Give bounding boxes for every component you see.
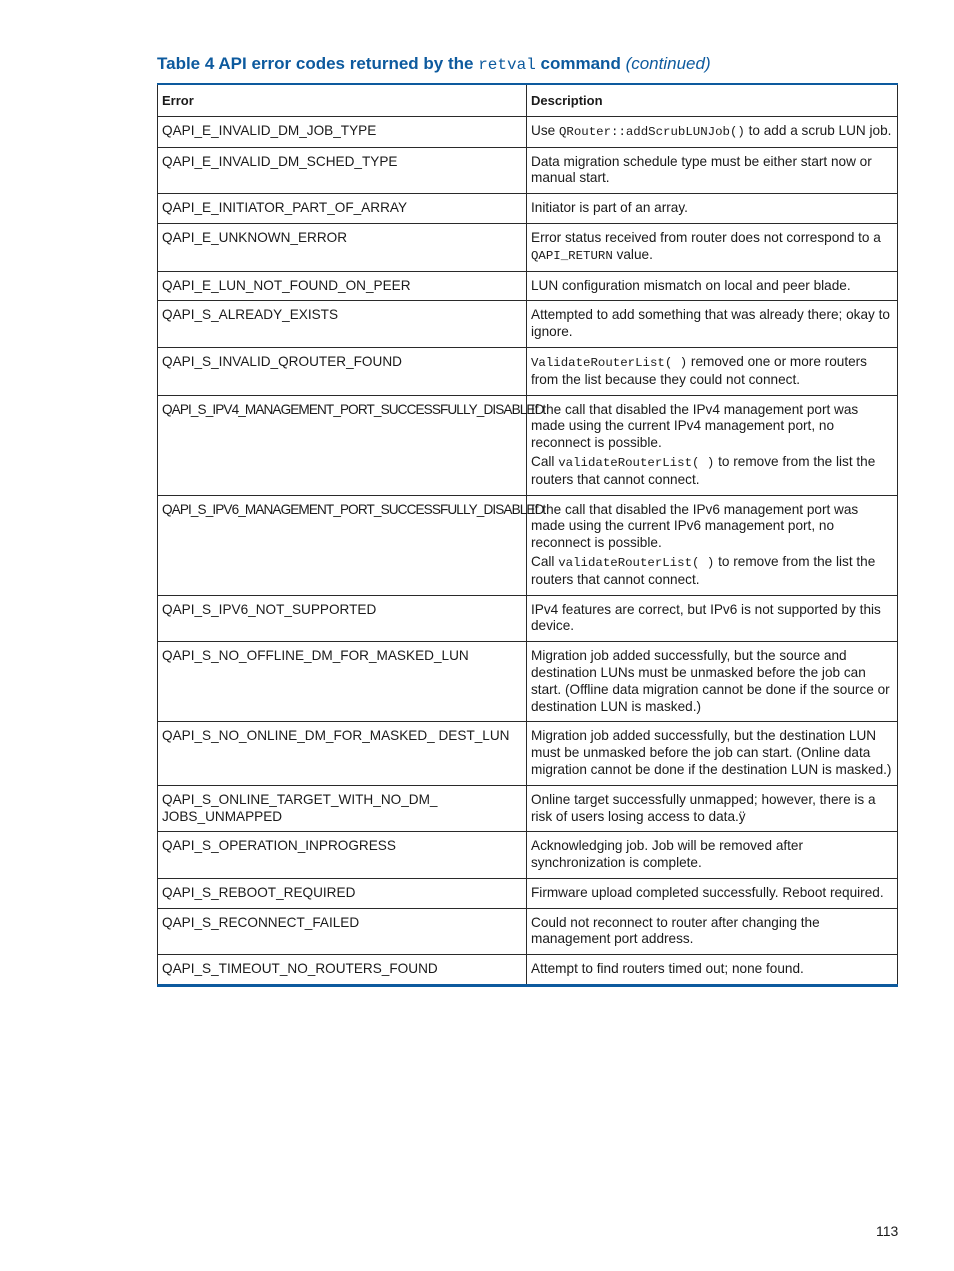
description-text: Data migration schedule type must be either start now or manual start. [531, 153, 872, 186]
description-text: to remove from the list the routers that cannot connect. [531, 453, 876, 487]
description-cell [527, 878, 898, 908]
table-row [158, 785, 898, 832]
code-text: QRouter::addScrubLUNJob() [558, 124, 745, 139]
description-text: If the call that disabled the IPv6 management port was made using the current IPv6 management port, no reconnect is possible. [531, 501, 859, 551]
error-code-cell: QAPI_S_REBOOT_REQUIRED [158, 878, 527, 908]
caption-command: retval [478, 56, 536, 74]
error-code-cell: QAPI_S_OPERATION_INPROGRESS [158, 832, 527, 879]
error-code-cell: QAPI_E_INVALID_DM_SCHED_TYPE [158, 147, 527, 194]
description-text: Attempted to add something that was already there; okay to ignore. [531, 307, 890, 340]
table-row [158, 832, 898, 879]
table-row [158, 194, 898, 224]
description-text: to add a scrub LUN job. [744, 122, 892, 138]
table-row [158, 878, 898, 908]
caption-prefix: Table 4 API error codes returned by the [157, 54, 479, 73]
description-cell [527, 785, 898, 832]
code-text: validateRouterList( ) [558, 455, 715, 470]
error-code-cell: QAPI_S_IPV4_MANAGEMENT_PORT_SUCCESSFULLY_DISABLED [158, 395, 527, 495]
description-cell [527, 347, 898, 395]
description-cell [527, 595, 898, 642]
table-row [158, 147, 898, 194]
error-code-cell: QAPI_S_RECONNECT_FAILED [158, 908, 527, 955]
error-code-cell: QAPI_E_UNKNOWN_ERROR [158, 223, 527, 271]
description-cell [527, 194, 898, 224]
description-cell [527, 495, 898, 595]
error-code-cell: QAPI_S_INVALID_QROUTER_FOUND [158, 347, 527, 395]
description-text: removed one or more routers from the list because they could not connect. [531, 353, 867, 387]
description-text: Migration job added successfully, but the source and destination LUNs must be unmasked before the job can start. (Offline data migration cannot be done if the source or destination LUN is masked.) [531, 648, 890, 714]
table-row [158, 955, 898, 986]
error-code-cell: QAPI_E_LUN_NOT_FOUND_ON_PEER [158, 271, 527, 301]
error-code-cell: QAPI_S_ALREADY_EXISTS [158, 301, 527, 348]
description-text: Error status received from router does not correspond to a [531, 229, 881, 245]
table-row [158, 595, 898, 642]
description-text: IPv4 features are correct, but IPv6 is not supported by this device. [531, 601, 881, 634]
description-text: Could not reconnect to router after changing the management port address. [531, 914, 820, 947]
table-row [158, 642, 898, 722]
description-cell [527, 271, 898, 301]
table-row [158, 223, 898, 271]
description-text: to remove from the list the routers that cannot connect. [531, 553, 876, 587]
caption-suffix: command [535, 54, 626, 73]
description-cell [527, 301, 898, 348]
caption-continued: (continued) [625, 54, 711, 73]
table-row [158, 347, 898, 395]
header-error: Error [158, 84, 527, 116]
table-row [158, 301, 898, 348]
description-cell [527, 642, 898, 722]
description-text: value. [612, 246, 653, 262]
error-code-cell: QAPI_E_INITIATOR_PART_OF_ARRAY [158, 194, 527, 224]
description-cell [527, 832, 898, 879]
table-row [158, 495, 898, 595]
error-code-cell: QAPI_S_NO_ONLINE_DM_FOR_MASKED_ DEST_LUN [158, 722, 527, 785]
description-text: If the call that disabled the IPv4 management port was made using the current IPv4 management port, no reconnect is possible. [531, 401, 859, 451]
description-text: Online target successfully unmapped; however, there is a risk of users losing access to data.ÿ [531, 791, 876, 824]
description-cell [527, 147, 898, 194]
description-text: Acknowledging job. Job will be removed after synchronization is complete. [531, 838, 804, 871]
paragraph-break [531, 454, 893, 489]
page-number: 113 [876, 1223, 899, 1239]
description-text: Call [531, 553, 559, 569]
description-text: Firmware upload completed successfully. Reboot required. [531, 884, 884, 900]
table-body [158, 116, 898, 985]
error-code-cell: QAPI_S_IPV6_MANAGEMENT_PORT_SUCCESSFULLY_DISABLED [158, 495, 527, 595]
paragraph-break [531, 554, 893, 589]
code-text: ValidateRouterList( ) [531, 355, 688, 370]
description-cell [527, 908, 898, 955]
table-row [158, 908, 898, 955]
description-cell [527, 116, 898, 147]
table-row [158, 116, 898, 147]
error-code-cell: QAPI_E_INVALID_DM_JOB_TYPE [158, 116, 527, 147]
description-text: LUN configuration mismatch on local and peer blade. [531, 277, 851, 293]
code-text: validateRouterList( ) [558, 555, 715, 570]
description-text: Call [531, 453, 559, 469]
error-code-cell: QAPI_S_TIMEOUT_NO_ROUTERS_FOUND [158, 955, 527, 986]
table-row [158, 395, 898, 495]
error-codes-table [157, 83, 898, 987]
code-text: QAPI_RETURN [531, 248, 613, 263]
description-text: Use [531, 122, 559, 138]
error-code-cell: QAPI_S_NO_OFFLINE_DM_FOR_MASKED_LUN [158, 642, 527, 722]
description-text: Attempt to find routers timed out; none found. [531, 961, 804, 977]
header-description: Description [527, 84, 898, 116]
table-row [158, 271, 898, 301]
description-cell [527, 955, 898, 986]
table-header-row [158, 84, 898, 116]
description-cell [527, 722, 898, 785]
table-row [158, 722, 898, 785]
description-cell [527, 223, 898, 271]
description-text: Migration job added successfully, but the destination LUN must be unmasked before the job can start. (Online data migration cannot be done if the destination LUN is masked.) [531, 728, 892, 777]
description-text: Initiator is part of an array. [531, 200, 688, 216]
error-code-cell: QAPI_S_ONLINE_TARGET_WITH_NO_DM_ JOBS_UNMAPPED [158, 785, 527, 832]
table-caption [157, 54, 711, 74]
error-code-cell: QAPI_S_IPV6_NOT_SUPPORTED [158, 595, 527, 642]
description-cell [527, 395, 898, 495]
